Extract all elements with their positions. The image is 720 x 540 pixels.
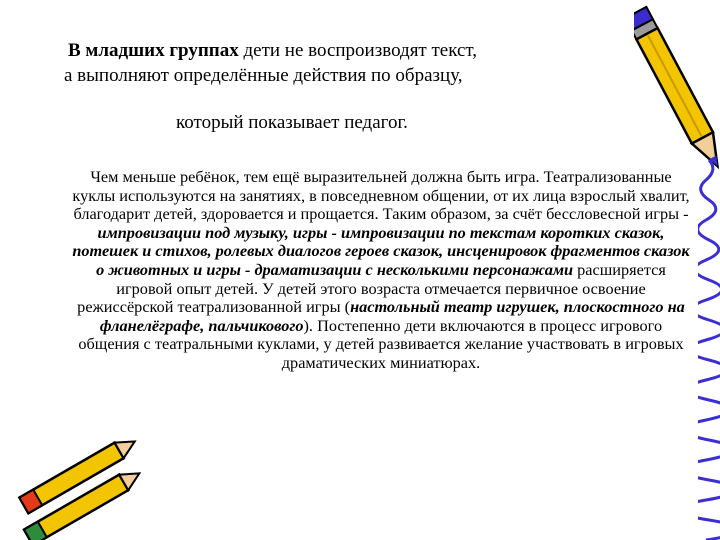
heading-line-2: а выполняют определённые действия по образцу, — [64, 65, 463, 86]
squiggle-line — [698, 160, 720, 540]
crayons-icon — [0, 428, 150, 540]
heading-line-3: который показывает педагог. — [176, 112, 408, 133]
heading-line-1-rest: дети не воспроизводят текст, — [238, 40, 478, 61]
body-emphasis-1: импровизации под музыку, игры - импровизации по текстам коротких сказок, потешек и стихов, ролевых диалогов героев сказок, инсценировок фрагментов сказок о животных и игры - драматизации с несколькими персонажами — [72, 222, 690, 279]
heading-line-1 — [56, 38, 616, 63]
pencil-icon — [634, 0, 720, 175]
body-text-part-3: ). Постепенно дети включаются в процесс игрового общения с театральными куклами, у детей развивается желание участвовать в игровых драматических миниатюрах. — [78, 315, 684, 372]
heading-bold-phrase: В младших группах — [68, 40, 239, 61]
body-text-part-1: Чем меньше ребёнок, тем ещё выразительней должна быть игра. Театрализованные куклы используются на занятиях, в повседневном общении, от их лица взрослый хвалит, благодарит детей, здоровается и прощается. Таким образом, за счёт бессловесной игры - — [72, 167, 690, 224]
body-emphasis-2: настольный театр игрушек, плоскостного на фланелёграфе, пальчикового — [99, 297, 685, 335]
heading — [56, 38, 616, 88]
body-text-part-2: расширяется игровой опыт детей. У детей этого возраста отмечается первичное освоение режиссёрской театрализованной игры ( — [77, 259, 666, 317]
body-paragraph — [68, 168, 694, 373]
